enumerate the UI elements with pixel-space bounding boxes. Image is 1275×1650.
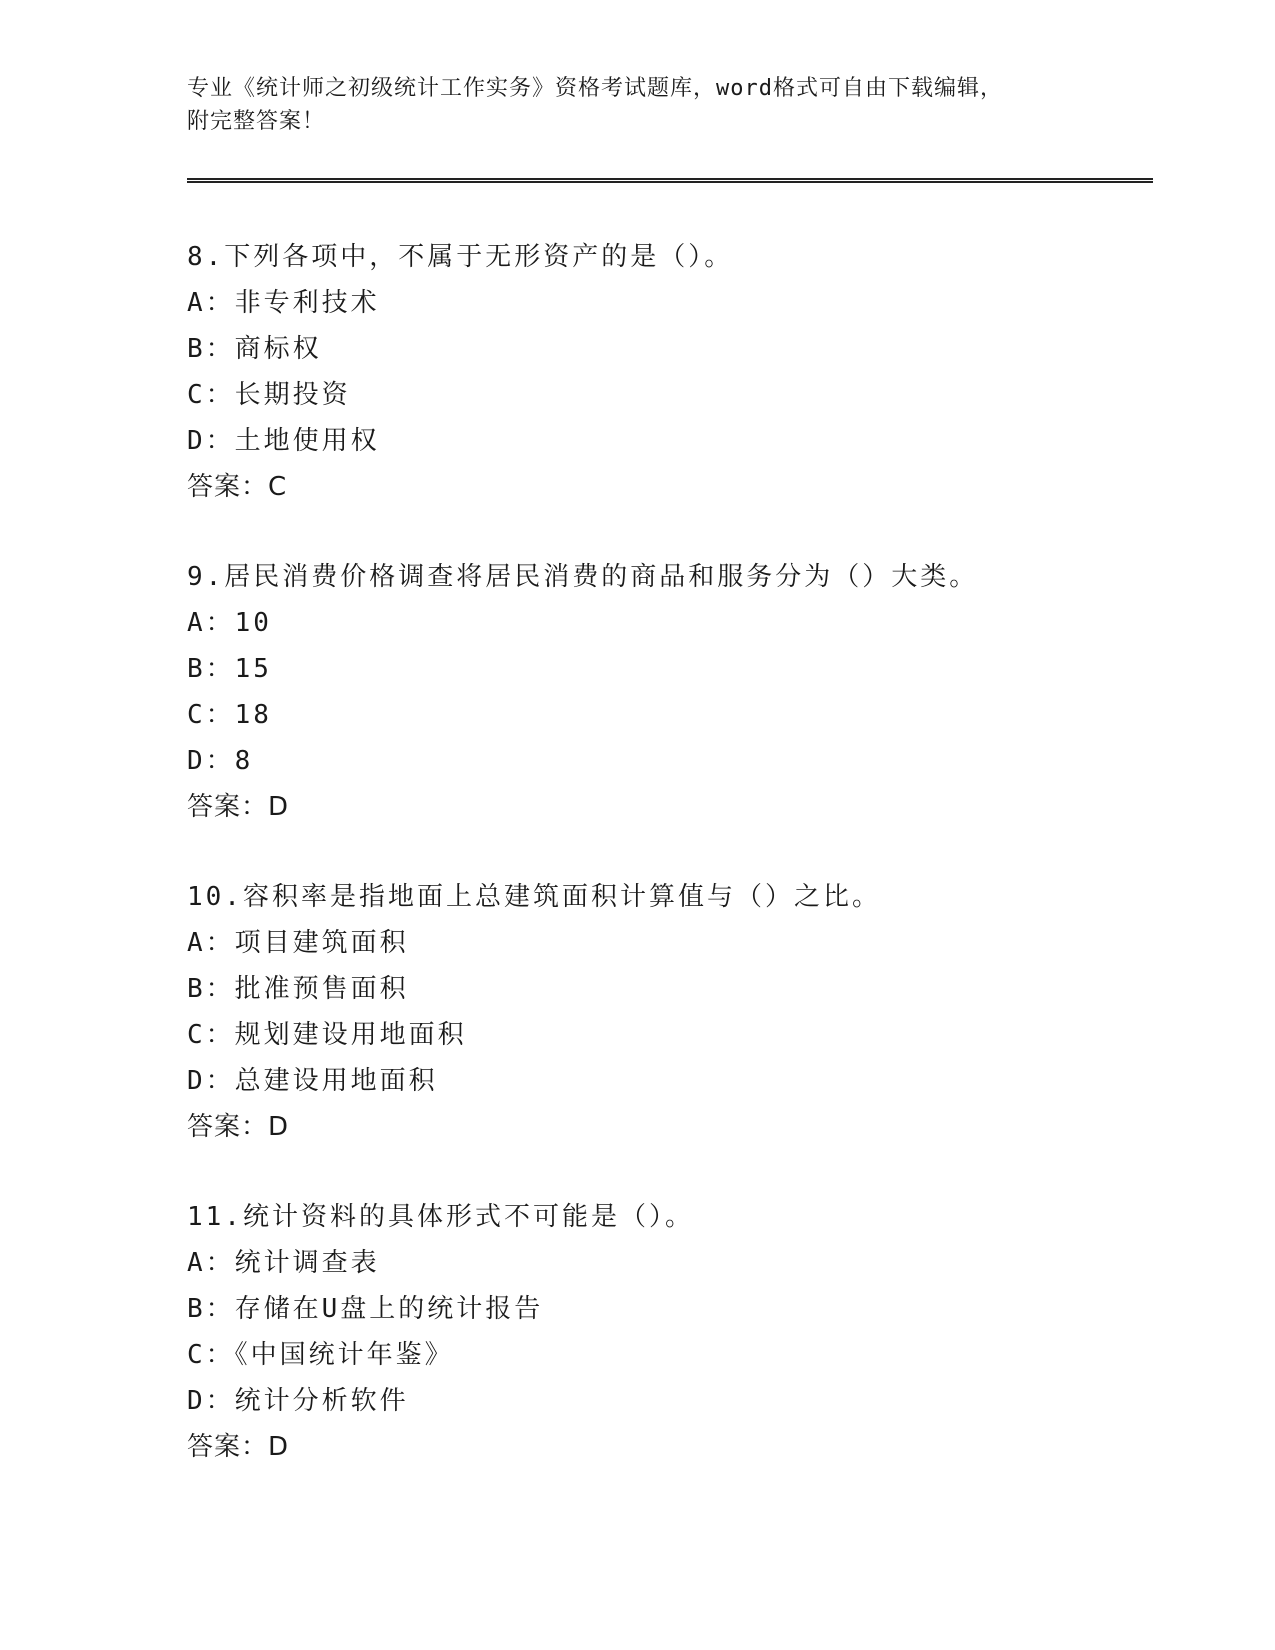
question-11 <box>187 1194 1137 1514</box>
question-stem: 10.容积率是指地面上总建筑面积计算值与（）之比。 <box>187 882 881 912</box>
option-d: D：统计分析软件 <box>187 1386 409 1416</box>
header-line-1: 专业《统计师之初级统计工作实务》资格考试题库，word格式可自由下载编辑， <box>187 76 1003 101</box>
question-10 <box>187 874 1137 1194</box>
question-stem: 9.居民消费价格调查将居民消费的商品和服务分为（）大类。 <box>187 562 979 592</box>
option-a: A：10 <box>187 608 272 638</box>
answer-label: 答案：D <box>187 792 290 822</box>
answer-label: 答案：C <box>187 472 288 502</box>
option-b: B：15 <box>187 654 272 684</box>
header-divider <box>187 178 1153 183</box>
question-9 <box>187 554 1137 874</box>
option-d: D：总建设用地面积 <box>187 1066 438 1096</box>
answer-label: 答案：D <box>187 1432 290 1462</box>
option-a: A：项目建筑面积 <box>187 928 409 958</box>
option-d: D：土地使用权 <box>187 426 380 456</box>
question-list <box>187 234 1137 1514</box>
question-stem: 11.统计资料的具体形式不可能是（）。 <box>187 1202 694 1232</box>
option-c: C：《中国统计年鉴》 <box>187 1340 454 1370</box>
option-b: B：批准预售面积 <box>187 974 409 1004</box>
option-b: B：商标权 <box>187 334 322 364</box>
option-a: A：非专利技术 <box>187 288 380 318</box>
option-c: C：规划建设用地面积 <box>187 1020 467 1050</box>
answer-label: 答案：D <box>187 1112 290 1142</box>
document-header <box>187 72 1087 138</box>
option-b: B：存储在U盘上的统计报告 <box>187 1294 544 1324</box>
option-c: C：长期投资 <box>187 380 351 410</box>
question-stem: 8.下列各项中，不属于无形资产的是（）。 <box>187 242 734 272</box>
question-8 <box>187 234 1137 554</box>
header-line-2: 附完整答案！ <box>187 109 326 134</box>
option-d: D：8 <box>187 746 254 776</box>
option-c: C：18 <box>187 700 272 730</box>
option-a: A：统计调查表 <box>187 1248 380 1278</box>
